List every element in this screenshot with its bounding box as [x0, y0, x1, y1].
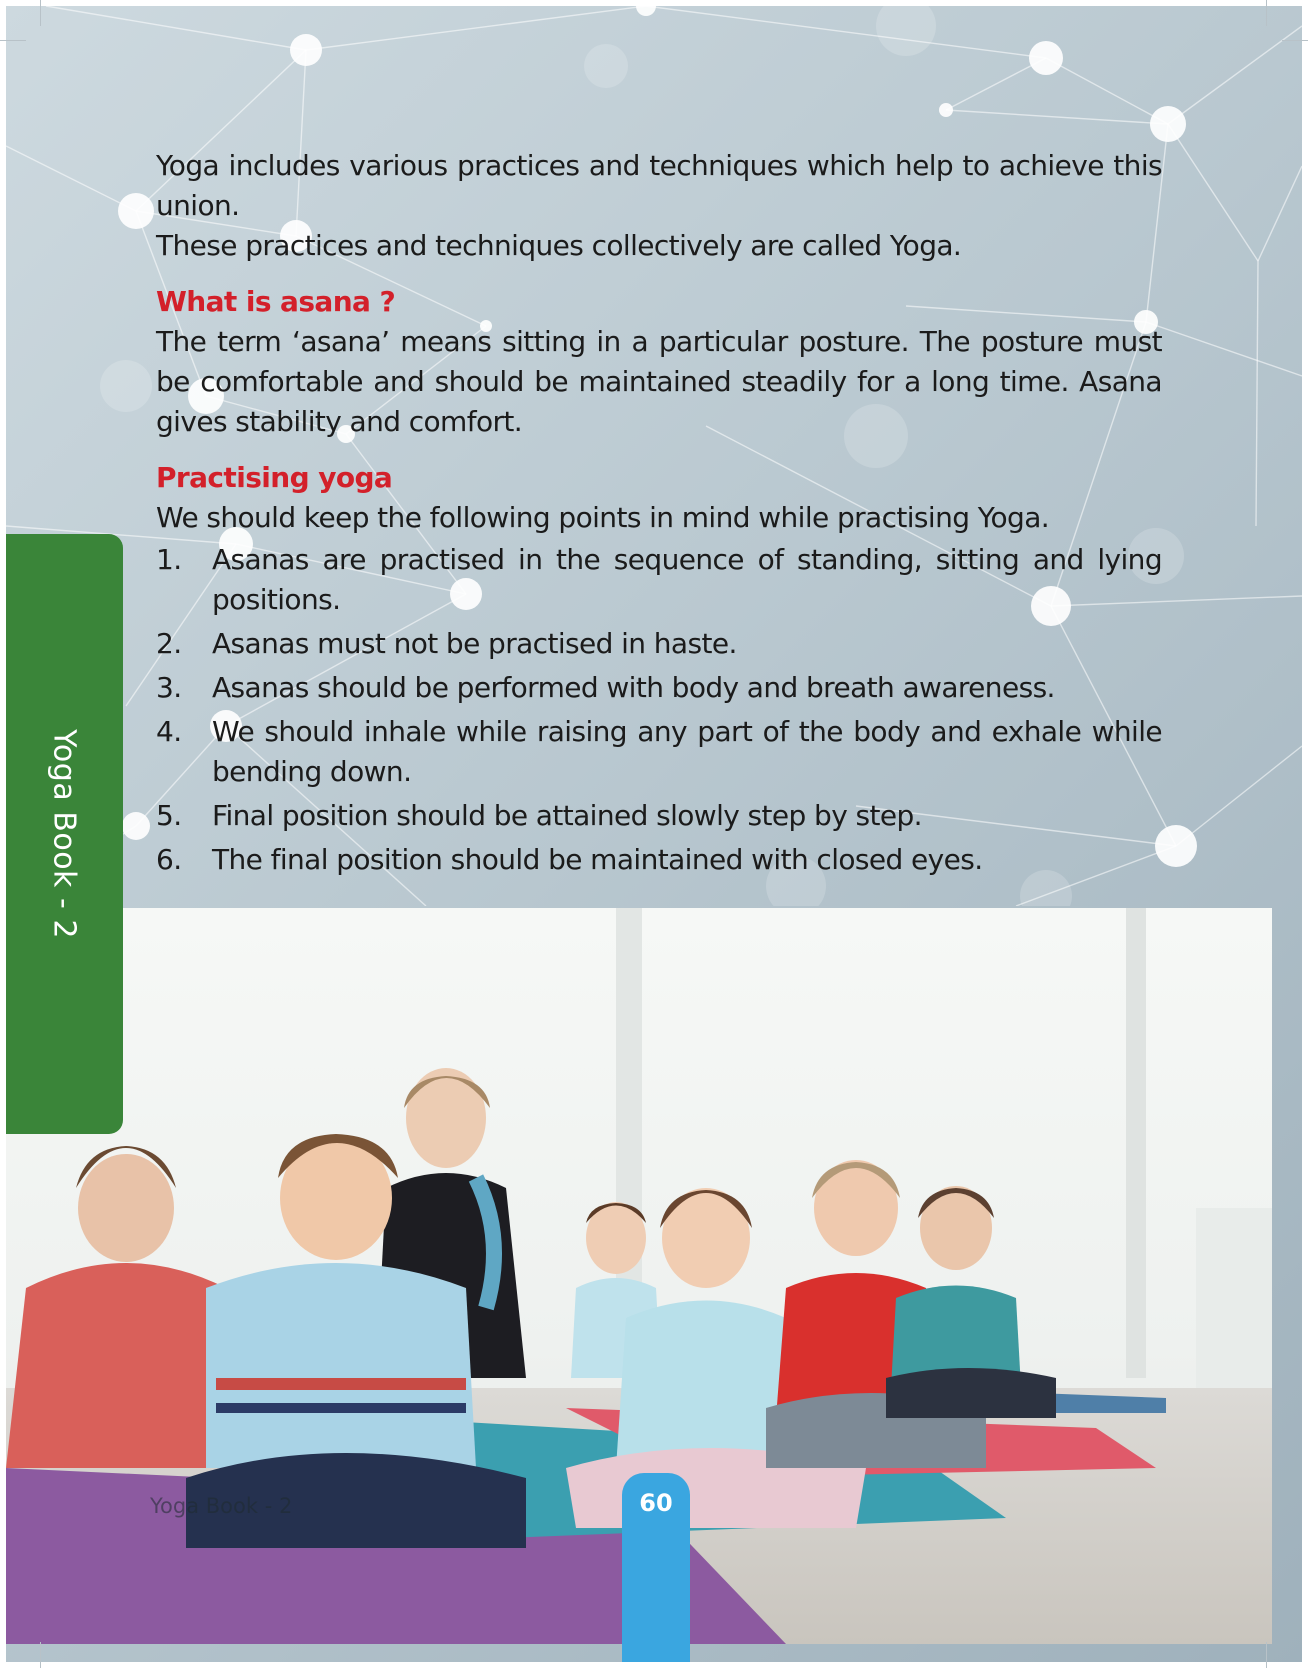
list-item-text: We should inhale while raising any part of the body and exhale while bending down. — [212, 715, 1162, 788]
crop-mark — [40, 0, 41, 26]
side-tab-label: Yoga Book - 2 — [46, 729, 82, 939]
page-number: 60 — [639, 1489, 673, 1517]
list-item — [156, 668, 1162, 708]
list-item — [156, 840, 1162, 880]
practising-heading: Practising yoga — [156, 461, 393, 494]
asana-heading: What is asana ? — [156, 285, 396, 318]
list-item-number: 3. — [156, 671, 182, 704]
page-number-tab — [622, 1473, 690, 1662]
crop-mark — [1266, 0, 1267, 26]
list-item-number: 2. — [156, 627, 182, 660]
list-item-text: Asanas are practised in the sequence of standing, sitting and lying positions. — [212, 543, 1162, 616]
crop-mark — [40, 1642, 41, 1668]
list-item-number: 4. — [156, 715, 182, 748]
crop-mark — [1266, 1642, 1267, 1668]
practice-points-list — [156, 540, 1162, 880]
footer-book-label: Yoga Book - 2 — [150, 1494, 293, 1518]
practising-intro: We should keep the following points in mind while practising Yoga. — [156, 501, 1050, 534]
list-item-text: Asanas should be performed with body and breath awareness. — [212, 671, 1055, 704]
list-item-text: Asanas must not be practised in haste. — [212, 627, 737, 660]
list-item — [156, 624, 1162, 664]
list-item-text: Final position should be attained slowly step by step. — [212, 799, 922, 832]
main-content — [156, 146, 1162, 884]
page — [6, 6, 1302, 1662]
crop-mark — [1282, 40, 1308, 41]
crop-mark — [0, 40, 26, 41]
list-item — [156, 796, 1162, 836]
list-item-number: 5. — [156, 799, 182, 832]
list-item — [156, 540, 1162, 620]
asana-paragraph: The term ‘asana’ means sitting in a particular posture. The posture must be comfortable and should be maintained steadily for a long time. Asana gives stability and comfort. — [156, 325, 1162, 438]
intro-paragraph — [156, 146, 1162, 266]
list-item-text: The final position should be maintained with closed eyes. — [212, 843, 983, 876]
list-item — [156, 712, 1162, 792]
list-item-number: 1. — [156, 543, 182, 576]
intro-line-1: Yoga includes various practices and techniques which help to achieve this union. — [156, 149, 1162, 222]
list-item-number: 6. — [156, 843, 182, 876]
side-tab — [6, 534, 123, 1134]
intro-line-2: These practices and techniques collectively are called Yoga. — [156, 229, 962, 262]
